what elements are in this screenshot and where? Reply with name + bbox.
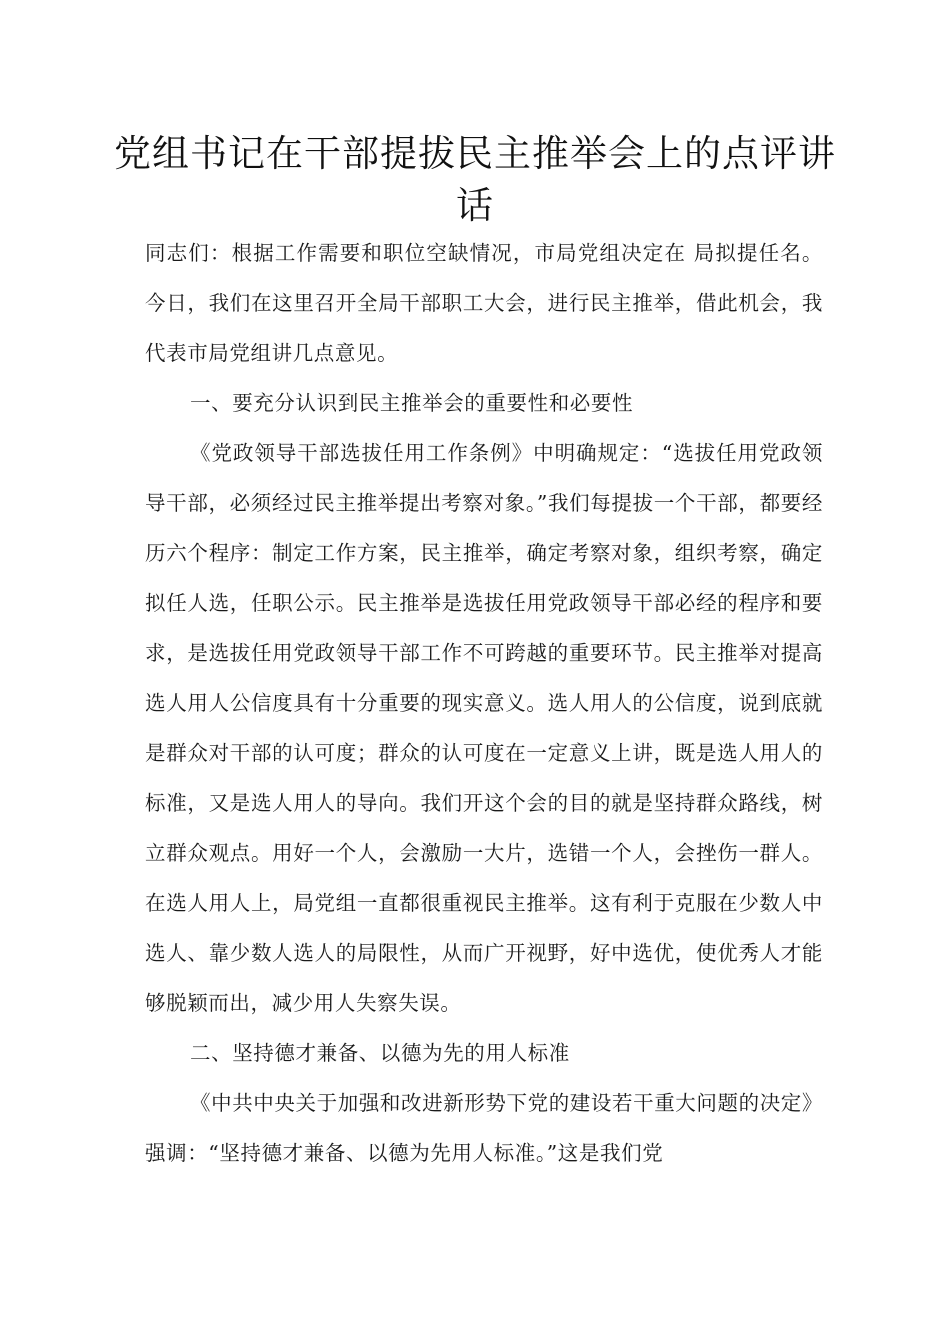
section-heading-2: 二、坚持德才兼备、以德为先的用人标准 (190, 1041, 570, 1065)
paragraph-section-2: 《中共中央关于加强和改进新形势下党的建设若干重大问题的决定》强调：“坚持德才兼备、以德为先用人标准。”这是我们党 (145, 1091, 823, 1165)
paragraph-section-1: 《党政领导干部选拔任用工作条例》中明确规定：“选拔任用党政领导干部，必须经过民主推举提出考察对象。”我们每提拔一个干部，都要经历六个程序：制定工作方案，民主推举，确定考察对象，组织考察，确定拟任人选，任职公示。民主推举是选拔任用党政领导干部必经的程序和要求，是选拔任用党政领导干部工作不可跨越的重要环节。民主推举对提高选人用人公信度具有十分重要的现实意义。选人用人的公信度，说到底就是群众对干部的认可度；群众的认可度在一定意义上讲，既是选人用人的标准，又是选人用人的导向。我们开这个会的目的就是坚持群众路线，树立群众观点。用好一个人，会激励一大片，选错一个人，会挫伤一群人。在选人用人上，局党组一直都很重视民主推举。这有利于克服在少数人中选人、靠少数人选人的局限性，从而广开视野，好中选优，使优秀人才能够脱颖而出，减少用人失察失误。 (145, 441, 823, 1015)
document-body (145, 228, 823, 1178)
document-title: 党组书记在干部提拔民主推举会上的点评讲话 (114, 132, 836, 227)
section-heading-1: 一、要充分认识到民主推举会的重要性和必要性 (190, 391, 634, 415)
paragraph-greeting: 同志们：根据工作需要和职位空缺情况，市局党组决定在 局拟提任名。今日，我们在这里召开全局干部职工大会，进行民主推举，借此机会，我代表市局党组讲几点意见。 (145, 241, 823, 365)
